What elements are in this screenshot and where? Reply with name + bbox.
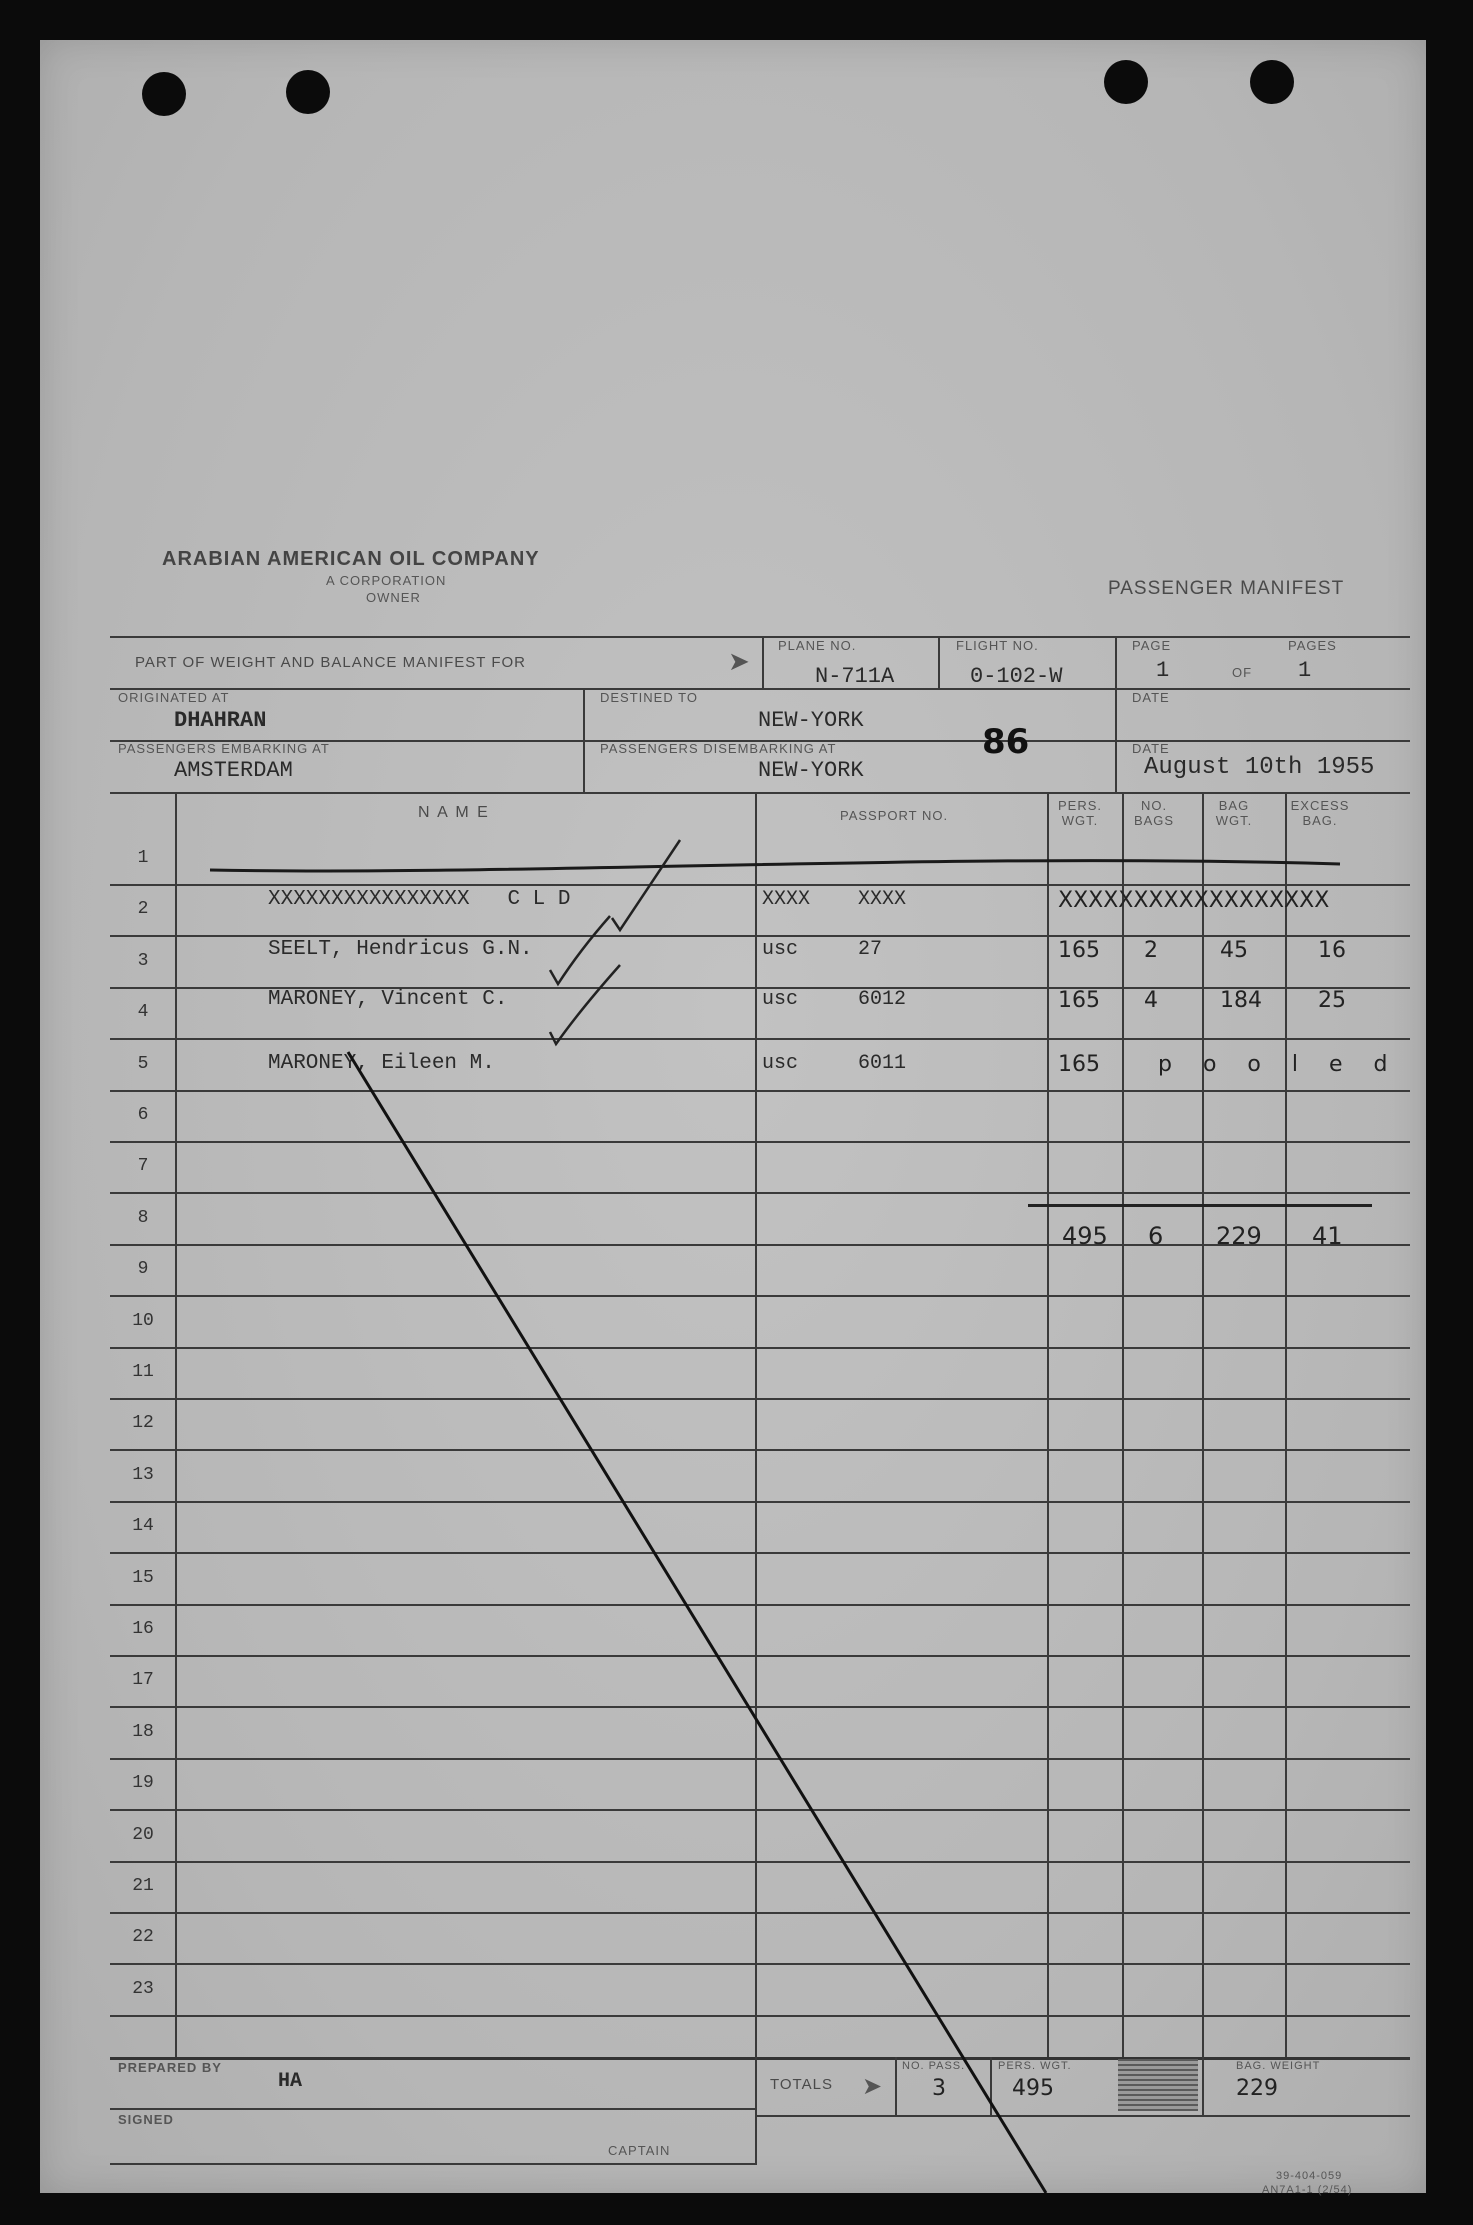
checkmark — [612, 840, 680, 930]
totals-label: TOTALS — [770, 2076, 833, 2093]
pers-wgt: 165 — [1058, 988, 1100, 1013]
row-number: 11 — [132, 1362, 154, 1382]
bag-weight-total-label: BAG. WEIGHT — [1236, 2060, 1321, 2072]
row-number: 2 — [137, 899, 149, 919]
pages-label: PAGES — [1288, 638, 1337, 653]
col-name: N A M E — [418, 804, 490, 821]
row-number: 18 — [132, 1722, 154, 1742]
pers-wgt-total-label: PERS. WGT. — [998, 2060, 1072, 2072]
pages-count: 1 — [1298, 658, 1312, 683]
excess-bag: 25 — [1318, 988, 1346, 1013]
col-no-bags-line1: NO. — [1140, 798, 1168, 813]
row-number: 23 — [132, 1979, 154, 1999]
destined-label: DESTINED TO — [600, 690, 698, 705]
row-number: 19 — [132, 1773, 154, 1793]
row-number: 7 — [137, 1156, 149, 1176]
passenger-name: MARONEY, Eileen M. — [268, 1052, 495, 1075]
originated-label: ORIGINATED AT — [118, 690, 230, 705]
row-number: 14 — [132, 1516, 154, 1536]
passport-prefix: XXXX — [762, 888, 811, 911]
no-pass-value: 3 — [932, 2076, 946, 2101]
arrow-icon: ➤ — [728, 646, 750, 676]
bag-weight-total: 229 — [1236, 2076, 1278, 2101]
passport-prefix: usc — [762, 1052, 799, 1075]
form-code-2: AN7A1-1 (2/54) — [1262, 2184, 1353, 2196]
passenger-name: MARONEY, Vincent C. — [268, 988, 508, 1011]
col-pers-wgt-line1: PERS. — [1057, 798, 1102, 813]
company-subtitle: A CORPORATION — [326, 573, 447, 588]
passport-number: 6011 — [858, 1052, 907, 1075]
row-number: 15 — [132, 1568, 154, 1588]
form-title: PASSENGER MANIFEST — [1108, 578, 1345, 599]
passport-number: XXXX — [858, 888, 907, 911]
page-number: 1 — [1156, 658, 1170, 683]
company-owner: OWNER — [366, 590, 421, 605]
pers-wgt: 165 — [1058, 938, 1100, 963]
row-number: 12 — [132, 1413, 154, 1433]
excess-bag: 16 — [1318, 938, 1346, 963]
no-pass-label: NO. PASS. — [902, 2060, 966, 2072]
row-number: 13 — [132, 1465, 154, 1485]
row-number: 3 — [137, 951, 149, 971]
subtotal-pers-wgt: 495 — [1062, 1222, 1108, 1250]
passenger-name: XXXXXXXXXXXXXXXX C L D — [268, 888, 571, 911]
row-number: 20 — [132, 1825, 154, 1845]
checkmark — [550, 916, 610, 984]
row-number: 4 — [137, 1002, 149, 1022]
passenger-name: SEELT, Hendricus G.N. — [268, 938, 533, 961]
flight-no: 0-102-W — [970, 664, 1063, 689]
part-of-label: PART OF WEIGHT AND BALANCE MANIFEST FOR — [135, 654, 527, 671]
col-no-bags-line2: BAGS — [1133, 813, 1175, 828]
col-excess-bag-line1: EXCESS — [1290, 798, 1350, 813]
row-number: 1 — [137, 848, 149, 868]
col-excess-bag-line2: BAG. — [1302, 813, 1338, 828]
passport-number: 6012 — [858, 988, 907, 1011]
embarking-value: AMSTERDAM — [174, 758, 293, 783]
passport-number: 27 — [858, 938, 883, 961]
plane-no: N-711A — [815, 664, 895, 689]
row-number: 17 — [132, 1670, 154, 1690]
diagonal-cancel-line — [348, 1052, 1046, 2193]
col-passport: PASSPORT NO. — [840, 808, 949, 823]
captain-label: CAPTAIN — [608, 2143, 671, 2158]
row-number: 5 — [137, 1054, 149, 1074]
no-bags: 2 — [1144, 938, 1158, 963]
row-number: 8 — [137, 1208, 149, 1228]
prepared-value: HA — [278, 2070, 303, 2093]
row-number: 16 — [132, 1619, 154, 1639]
row-number: 6 — [137, 1105, 149, 1125]
subtotal-bag-wgt: 229 — [1216, 1222, 1262, 1250]
date-value: August 10th 1955 — [1144, 754, 1375, 781]
of-label: OF — [1232, 665, 1253, 680]
plane-no-label: PLANE NO. — [778, 638, 857, 653]
form-code: 39-404-059 — [1276, 2170, 1343, 2182]
checkmark — [550, 965, 620, 1044]
disembarking-label: PASSENGERS DISEMBARKING AT — [600, 741, 837, 756]
pers-wgt: 165 — [1058, 1052, 1100, 1077]
row-number: 22 — [132, 1927, 154, 1947]
date2-label: DATE — [1132, 741, 1170, 756]
date-label: DATE — [1132, 690, 1170, 705]
strike-through-line — [210, 861, 1340, 871]
passport-prefix: usc — [762, 938, 799, 961]
flight-no-label: FLIGHT NO. — [956, 638, 1039, 653]
prepared-label: PREPARED BY — [118, 2060, 222, 2075]
handwriting-strokes — [40, 40, 1426, 2193]
originated-value: DHAHRAN — [174, 708, 267, 733]
manifest-sheet — [40, 40, 1426, 2196]
row-number: 10 — [132, 1311, 154, 1331]
subtotal-excess: 41 — [1312, 1222, 1343, 1250]
embarking-label: PASSENGERS EMBARKING AT — [118, 741, 330, 756]
col-bag-wgt-line1: BAG — [1218, 798, 1250, 813]
row-number: 9 — [137, 1259, 149, 1279]
col-pers-wgt-line2: WGT. — [1061, 813, 1099, 828]
destined-value: NEW-YORK — [758, 708, 864, 733]
disembarking-value: NEW-YORK — [758, 758, 864, 783]
row-number: 21 — [132, 1876, 154, 1896]
passport-prefix: usc — [762, 988, 799, 1011]
stamp-number: 86 — [982, 722, 1030, 762]
subtotal-no-bags: 6 — [1148, 1222, 1164, 1250]
bag-wgt: 45 — [1220, 938, 1248, 963]
page-label: PAGE — [1132, 638, 1172, 653]
bag-wgt: 184 — [1220, 988, 1262, 1013]
pers-wgt-total: 495 — [1012, 2076, 1054, 2101]
col-bag-wgt-line2: WGT. — [1215, 813, 1253, 828]
pers-wgt: XXXXXXXXXXXXXXXXXX — [1058, 888, 1330, 913]
arrow-icon: ➤ — [862, 2073, 883, 2100]
signed-label: SIGNED — [118, 2112, 174, 2127]
no-bags: 4 — [1144, 988, 1158, 1013]
no-bags: p o o l e d — [1158, 1052, 1400, 1077]
company-name: ARABIAN AMERICAN OIL COMPANY — [162, 548, 540, 570]
